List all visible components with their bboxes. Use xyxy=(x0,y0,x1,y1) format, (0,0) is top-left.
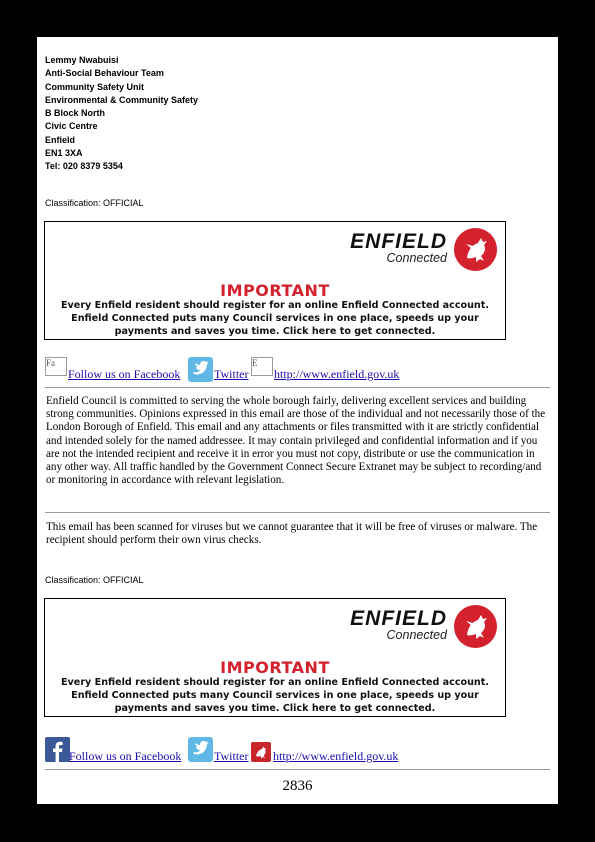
brand-name: ENFIELD xyxy=(350,607,447,630)
enfield-brand xyxy=(350,608,447,642)
twitter-bird-icon[interactable] xyxy=(188,737,213,762)
document-page xyxy=(37,37,558,804)
twitter-link[interactable]: Twitter xyxy=(214,749,249,763)
signature-department: Environmental & Community Safety xyxy=(45,94,199,105)
enfield-connected-banner[interactable] xyxy=(44,598,506,717)
banner-line-3: payments and saves you time. Click here to get connected. xyxy=(114,326,436,337)
banner-title: IMPORTANT xyxy=(220,658,330,677)
page-number: 2836 xyxy=(282,778,313,794)
signature-site: Civic Centre xyxy=(45,121,98,132)
classification-label: Classification: OFFICIAL xyxy=(45,198,144,208)
banner-line-1: Every Enfield resident should register for an online Enfield Connected account. xyxy=(61,677,489,688)
facebook-link[interactable]: Follow us on Facebook xyxy=(69,749,182,763)
disclaimer-text: Enfield Council is committed to serving the whole borough fairly, delivering excellent services and building strong communities. Opinions expressed in this email are those of the individual and not necessarily those of the London Borough of Enfield. This email and any attachments or files transmitted with it are strictly confidential and intended solely for the named addressee. It may contain privileged and confidential information and if you are not the intended recipient and receive it in error you must not copy, distribute or use the communication in any other way. All traffic handled by the Government Connect Secure Extranet may be subject to recording/and or monitoring in accordance with relevant legislation. xyxy=(46,395,546,487)
signature-postcode: EN1 3XA xyxy=(45,148,83,159)
virus-notice-text: This email has been scanned for viruses but we cannot guarantee that it will be free of viruses or malware. The recipient should perform their own virus checks. xyxy=(46,521,538,547)
banner-line-2: Enfield Connected puts many Council services in one place, speeds up your xyxy=(71,690,479,701)
enfield-brand xyxy=(350,231,447,265)
signature-unit: Community Safety Unit xyxy=(45,81,145,92)
enfield-connected-banner[interactable] xyxy=(44,221,506,340)
signature-block xyxy=(45,54,198,174)
signature-building: B Block North xyxy=(45,108,106,119)
classification-label: Classification: OFFICIAL xyxy=(45,575,144,585)
broken-facebook-image-icon: Fa xyxy=(45,357,67,376)
signature-phone: Tel: 020 8379 5354 xyxy=(45,161,123,172)
brand-sub: Connected xyxy=(386,251,447,265)
banner-line-3: payments and saves you time. Click here to get connected. xyxy=(114,703,436,714)
brand-sub: Connected xyxy=(386,628,447,642)
banner-title: IMPORTANT xyxy=(220,281,330,300)
website-link[interactable]: http://www.enfield.gov.uk xyxy=(273,749,399,763)
enfield-website-icon[interactable] xyxy=(251,742,271,762)
banner-line-1: Every Enfield resident should register for an online Enfield Connected account. xyxy=(61,300,489,311)
twitter-link[interactable]: Twitter xyxy=(214,367,249,381)
broken-website-image-icon: E xyxy=(251,357,273,376)
enfield-dragon-crest-icon xyxy=(454,605,497,648)
divider xyxy=(45,769,550,770)
signature-team: Anti-Social Behaviour Team xyxy=(45,68,164,79)
divider xyxy=(45,512,550,513)
banner-line-2: Enfield Connected puts many Council services in one place, speeds up your xyxy=(71,313,479,324)
website-link[interactable]: http://www.enfield.gov.uk xyxy=(274,367,400,381)
divider xyxy=(45,387,550,388)
facebook-icon[interactable] xyxy=(45,737,70,762)
twitter-bird-icon[interactable] xyxy=(188,357,213,382)
enfield-dragon-crest-icon xyxy=(454,228,497,271)
facebook-link[interactable]: Follow us on Facebook xyxy=(68,367,181,381)
signature-name: Lemmy Nwabuisi xyxy=(45,55,119,65)
brand-name: ENFIELD xyxy=(350,230,447,253)
signature-town: Enfield xyxy=(45,134,76,145)
